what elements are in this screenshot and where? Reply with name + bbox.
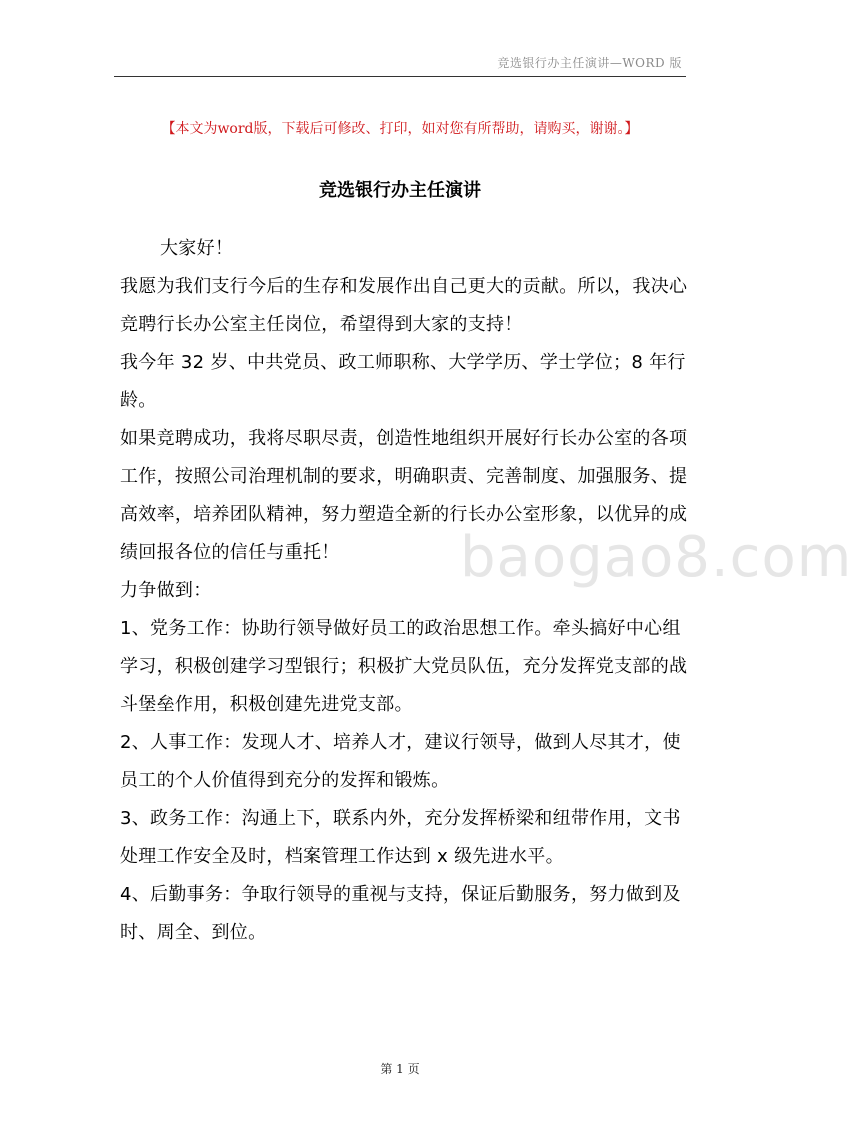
paragraph: 我今年 32 岁、中共党员、政工师职称、大学学历、学士学位；8 年行龄。 [120,352,686,411]
paragraph-greeting: 大家好！ [160,238,234,259]
list-item: 4、后勤事务：争取行领导的重视与支持，保证后勤服务，努力做到及时、周全、到位。 [120,884,681,943]
header-rule [114,76,686,77]
purchase-notice: 【本文为word版，下载后可修改、打印，如对您有所帮助，请购买，谢谢。】 [161,121,639,137]
page-number: 第 1 页 [380,1062,420,1076]
running-header: 竞选银行办主任演讲—WORD 版 [497,56,682,70]
list-item: 3、政务工作：沟通上下，联系内外，充分发挥桥梁和纽带作用，文书处理工作安全及时，档案管理工作达到 x 级先进水平。 [120,808,681,867]
list-item: 1、党务工作：协助行领导做好员工的政治思想工作。牵头搞好中心组学习，积极创建学习型银行；积极扩大党员队伍，充分发挥党支部的战斗堡垒作用，积极创建先进党支部。 [120,618,688,715]
paragraph: 我愿为我们支行今后的生存和发展作出自己更大的贡献。所以，我决心竞聘行长办公室主任岗位，希望得到大家的支持！ [120,276,688,335]
paragraph: 如果竞聘成功，我将尽职尽责，创造性地组织开展好行长办公室的各项工作，按照公司治理机制的要求，明确职责、完善制度、加强服务、提高效率，培养团队精神，努力塑造全新的行长办公室形象，以优异的成绩回报各位的信任与重托！ [120,428,688,563]
list-item: 2、人事工作：发现人才、培养人才，建议行领导，做到人尽其才，使员工的个人价值得到充分的发挥和锻炼。 [120,732,681,791]
paragraph: 力争做到： [120,580,212,601]
document-title: 竞选银行办主任演讲 [319,180,481,201]
watermark: baogao8.com [460,525,852,590]
document-body [120,230,688,952]
